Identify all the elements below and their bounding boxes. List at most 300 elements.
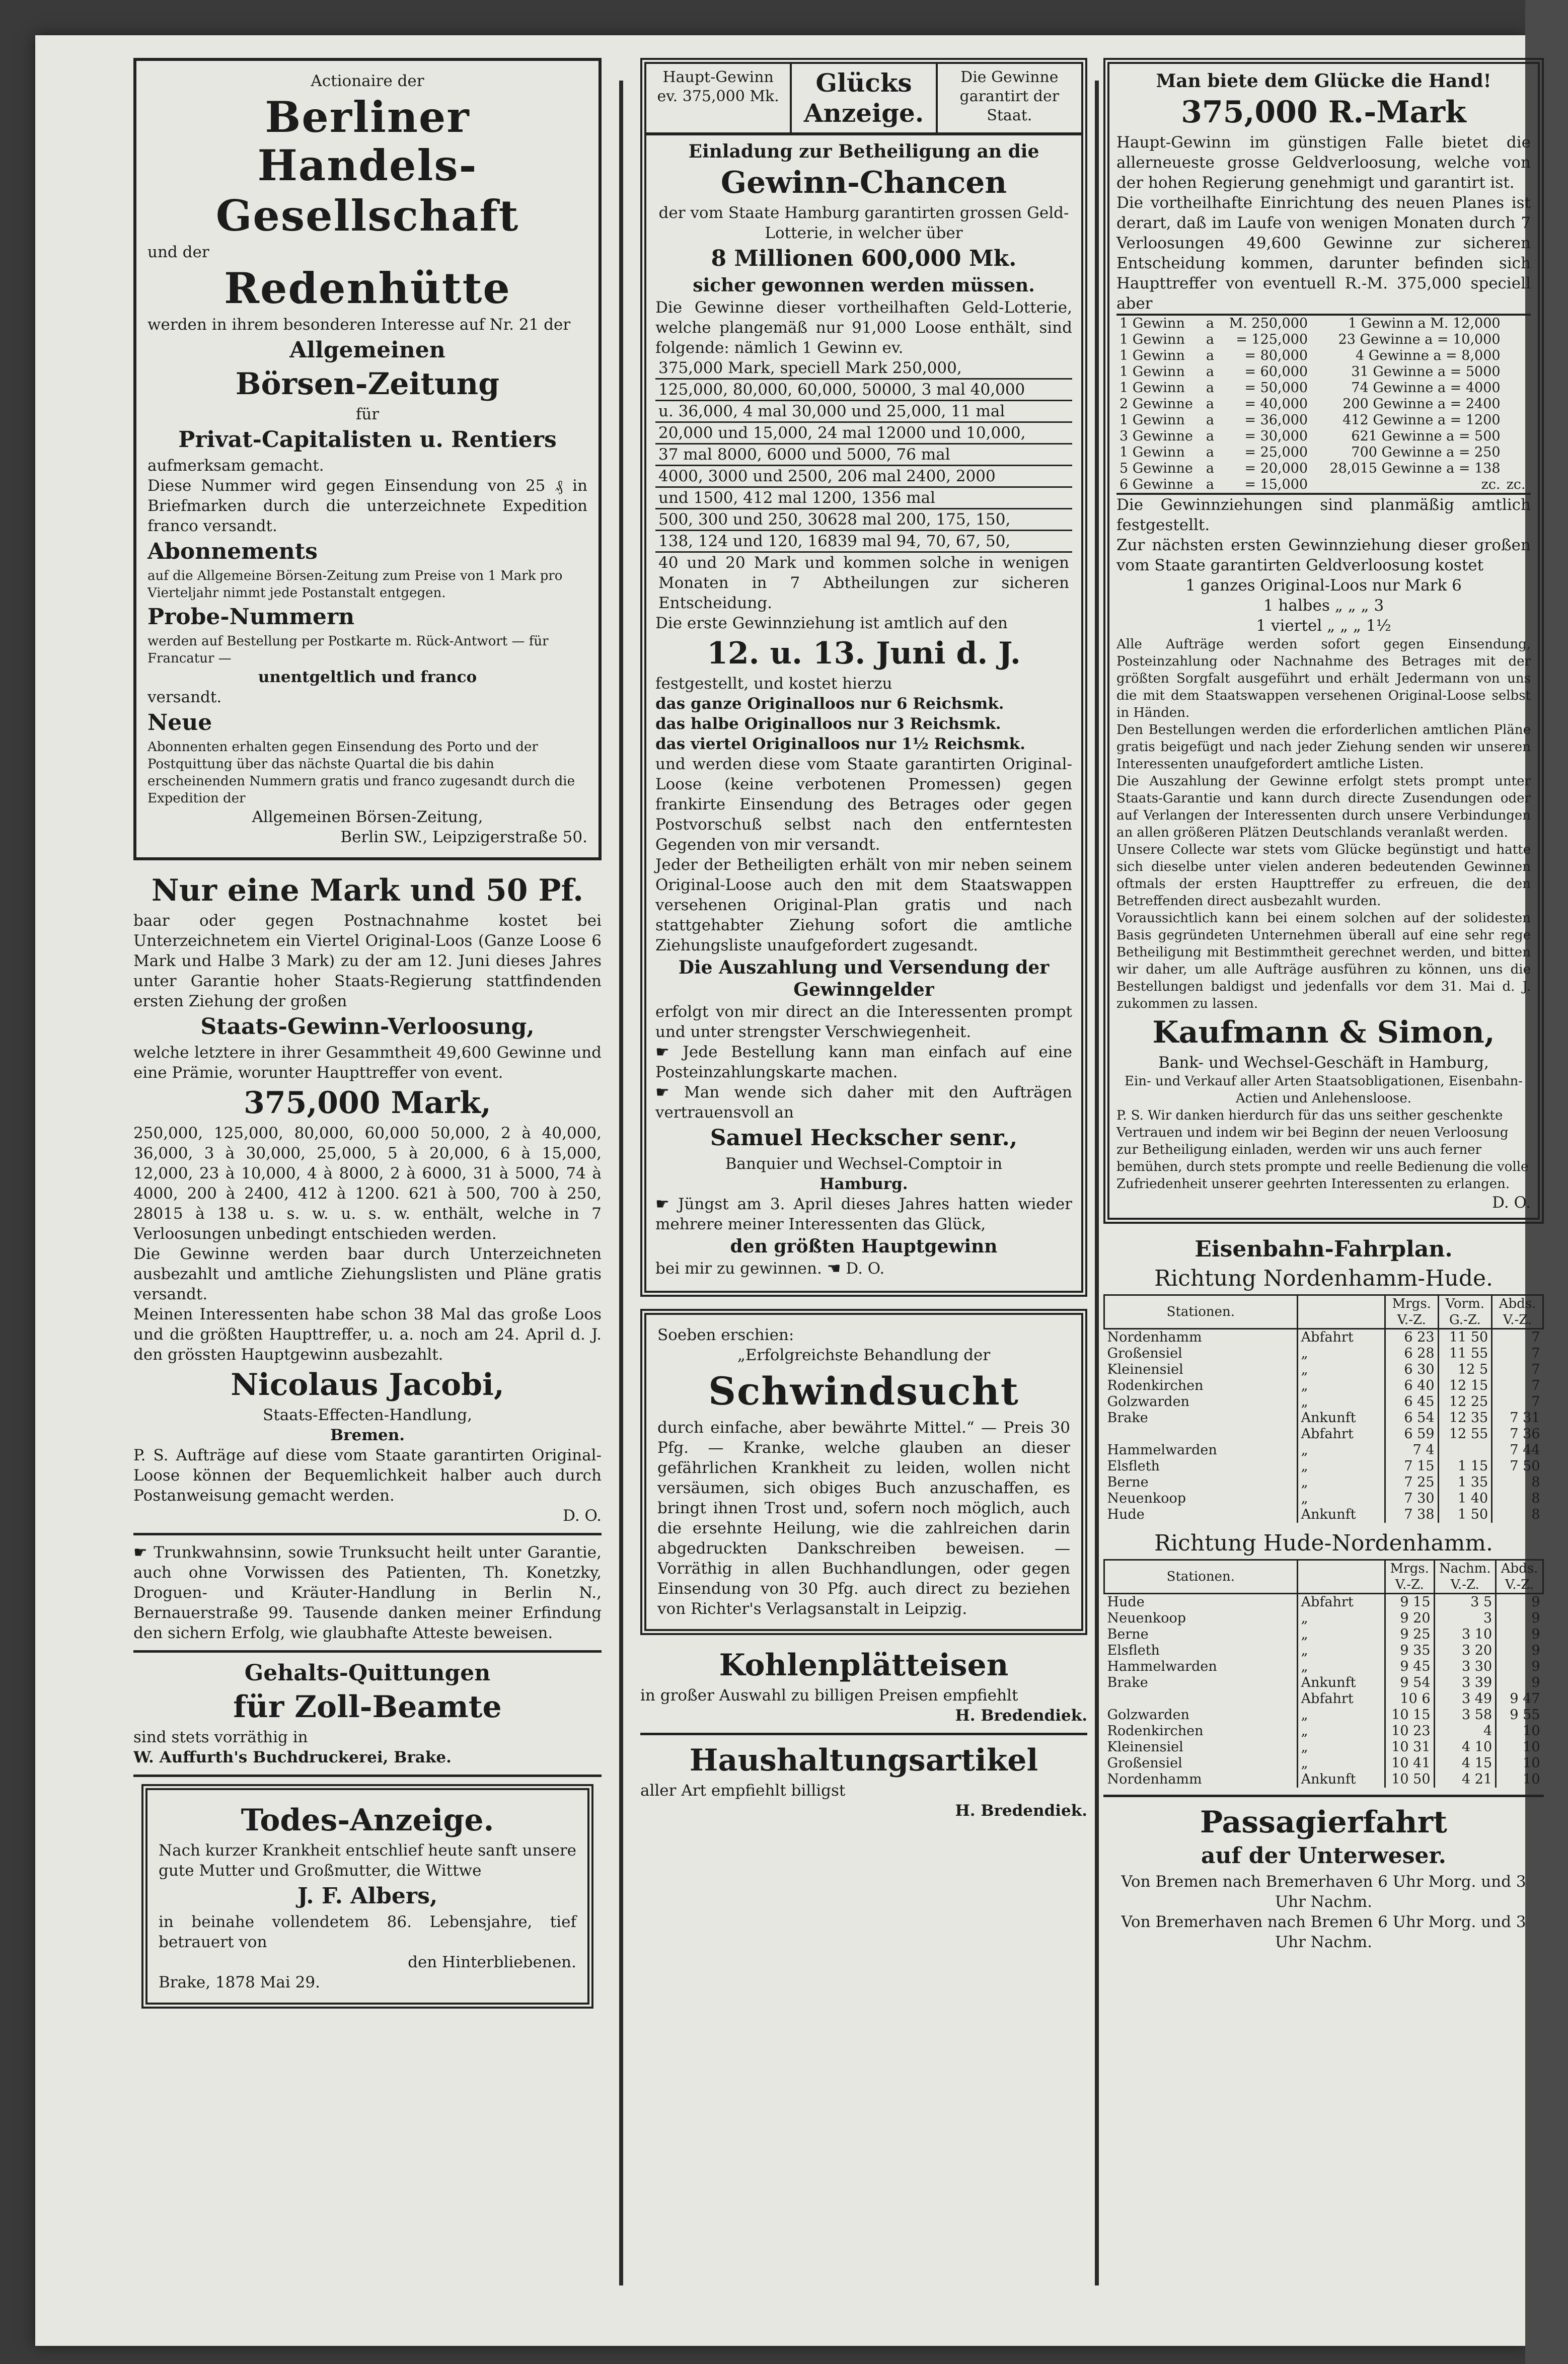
ad-heading: den größten Hauptgewinn xyxy=(730,1236,998,1257)
timetable-direction: Richtung Hude-Nordenhamm. xyxy=(1154,1530,1494,1556)
prize-cell: 31 Gewinne a = 5000 xyxy=(1351,364,1501,380)
station-name: Hude xyxy=(1104,1507,1298,1523)
timetable-header: Abds. V.-Z. xyxy=(1492,1295,1543,1329)
prize-line: und 1500, 412 mal 1200, 1356 mal xyxy=(655,487,1072,509)
price-line: 1 halbes „ „ „ 3 xyxy=(1263,597,1384,615)
prize-row xyxy=(1116,412,1531,428)
timetable-cell: „ xyxy=(1297,1627,1385,1643)
prize-cell: a xyxy=(1206,380,1215,396)
prize-cell: 2 Gewinne xyxy=(1119,396,1193,412)
prize-row xyxy=(1116,396,1531,412)
prize-cell: a xyxy=(1206,348,1215,363)
timetable-cell: Abfahrt xyxy=(1297,1426,1385,1442)
ad-passagierfahrt xyxy=(1103,1804,1544,1952)
timetable-cell: „ xyxy=(1297,1610,1385,1627)
ad-text: Diese Nummer wird gegen Einsendung von 25 ₰ in Briefmarken durch die unterzeichnete Expedition franco versandt. xyxy=(147,477,587,535)
ad-header-right: Die Gewinne garantirt der Staat. xyxy=(959,68,1060,124)
timetable-cell: 12 55 xyxy=(1438,1426,1492,1442)
prize-row xyxy=(1116,477,1531,494)
ad-text: den Hinterbliebenen. xyxy=(408,1953,576,1971)
prize-cell: = 50,000 xyxy=(1244,380,1308,396)
timetable-cell: „ xyxy=(1297,1659,1385,1675)
ad-gluecks-anzeige xyxy=(640,58,1087,1297)
timetable-cell: 7 30 xyxy=(1385,1491,1438,1507)
prize-cell: 1 Gewinn xyxy=(1119,412,1185,428)
ad-handelsgesellschaft xyxy=(133,58,602,860)
timetable-row xyxy=(1104,1329,1543,1346)
ad-text: und der xyxy=(147,243,209,261)
prize-cell: a xyxy=(1206,332,1215,347)
prize-line: 375,000 Mark, speciell Mark 250,000, xyxy=(655,358,1072,379)
ad-title: für Zoll-Beamte xyxy=(233,1689,502,1725)
timetable-cell: 7 xyxy=(1531,1378,1540,1393)
timetable-cell: 9 15 xyxy=(1385,1594,1434,1611)
ad-header-left: Haupt-Gewinn ev. 375,000 Mk. xyxy=(657,68,779,105)
timetable-cell: „ xyxy=(1297,1346,1385,1362)
ad-text: bei mir zu gewinnen. xyxy=(655,1260,822,1278)
separator xyxy=(1103,1795,1544,1797)
timetable-row xyxy=(1104,1458,1543,1474)
ad-title: Passagierfahrt xyxy=(1200,1805,1447,1840)
timetable-direction: Richtung Nordenhamm-Hude. xyxy=(1154,1266,1494,1291)
timetable-cell: 7 xyxy=(1531,1329,1540,1345)
timetable-cell: 1 15 xyxy=(1438,1458,1492,1474)
price-line: das halbe Originalloos nur 3 Reichsmk. xyxy=(655,715,1001,733)
ad-heading: Die Auszahlung und Versendung der Gewinngelder xyxy=(678,957,1050,1000)
ad-text: aufmerksam gemacht. xyxy=(147,457,324,475)
ad-heading: Gewinn-Chancen xyxy=(720,165,1007,200)
station-name xyxy=(1104,1691,1298,1707)
separator xyxy=(133,1533,602,1535)
timetable-nordenhamm-hude xyxy=(1103,1294,1544,1523)
station-name: Elsfleth xyxy=(1104,1643,1298,1659)
timetable-cell: 6 54 xyxy=(1385,1410,1438,1426)
ad-text: Jede Bestellung kann man einfach auf eine Posteinzahlungskarte machen. xyxy=(655,1043,1072,1081)
timetable-cell: 11 50 xyxy=(1438,1329,1492,1346)
ad-text: Unsere Collecte war stets vom Glücke begünstigt und hatte sich dieselbe unter vielen anderen bedeutenden Gewinnen oftmals der ersten Haupttreffer zu erfreuen, die den Betreffenden direct ausbezahlt wurden. xyxy=(1116,842,1531,909)
timetable-cell: Ankunft xyxy=(1297,1410,1385,1426)
timetable-header: Abds. V.-Z. xyxy=(1496,1560,1543,1594)
ad-signature: D. O. xyxy=(563,1507,602,1525)
ad-text: Von Bremen nach Bremerhaven 6 Uhr Morg. und 3 Uhr Nachm. xyxy=(1121,1873,1526,1911)
timetable-cell: 3 58 xyxy=(1434,1707,1496,1723)
ad-text: Zur nächsten ersten Gewinnziehung dieser großen vom Staate garantirten Geldverloosung kostet xyxy=(1116,536,1531,574)
station-name: Kleinensiel xyxy=(1104,1739,1298,1755)
timetable-cell: 7 xyxy=(1531,1394,1540,1410)
timetable-cell: 10 15 xyxy=(1385,1707,1434,1723)
prize-row xyxy=(1116,364,1531,380)
ad-title: Todes-Anzeige. xyxy=(241,1803,494,1838)
ad-schwindsucht xyxy=(640,1309,1087,1635)
timetable-cell: Ankunft xyxy=(1297,1771,1385,1788)
prize-cell: 28,015 Gewinne a = 138 xyxy=(1329,461,1501,476)
ad-text: „Erfolgreichste Behandlung der xyxy=(737,1346,991,1364)
timetable-cell: 10 50 xyxy=(1385,1771,1434,1788)
pointing-hand-icon: ☛ xyxy=(655,1195,678,1213)
ad-text xyxy=(655,1042,1072,1082)
timetable-row xyxy=(1104,1474,1543,1491)
timetable-cell: 6 30 xyxy=(1385,1362,1438,1378)
column-right xyxy=(1103,58,1544,1952)
timetable-cell: „ xyxy=(1297,1474,1385,1491)
prize-line: 125,000, 80,000, 60,000, 50000, 3 mal 40,000 xyxy=(655,379,1072,401)
prize-cell: a xyxy=(1206,396,1215,412)
ad-text: Die erste Gewinnziehung ist amtlich auf den xyxy=(655,614,1008,632)
prize-cell: 74 Gewinne a = 4000 xyxy=(1351,380,1501,396)
ad-name: Kaufmann & Simon, xyxy=(1152,1015,1495,1050)
ad-heading: Man biete dem Glücke die Hand! xyxy=(1156,70,1491,92)
ad-title: Berliner Handels- xyxy=(257,92,478,190)
ad-text: welche letztere in ihrer Gesammtheit 49,600 Gewinne und eine Prämie, worunter Haupttreffer von event. xyxy=(133,1044,602,1082)
timetable-header: Nachm. V.-Z. xyxy=(1434,1560,1496,1594)
prize-cell: 200 Gewinne a = 2400 xyxy=(1342,396,1501,412)
ad-text xyxy=(133,1542,602,1643)
ad-heading: Abonnements xyxy=(147,539,318,564)
prize-cell: a xyxy=(1206,316,1215,331)
timetable-cell: „ xyxy=(1297,1378,1385,1394)
ad-text: Staats-Effecten-Handlung, xyxy=(263,1406,472,1424)
prize-table xyxy=(1116,314,1531,495)
prize-cell: 4 Gewinne a = 8,000 xyxy=(1355,348,1501,363)
timetable-cell: 10 23 xyxy=(1385,1723,1434,1739)
ad-text: Jeder der Betheiligten erhält von mir neben seinem Original-Loose auch den mit dem Staatswappen versehenen Original-Plan gratis und nach stattgehabter Ziehung sofort die amtliche Ziehungsliste unaufgefordert zugesandt. xyxy=(655,856,1072,954)
ad-text: W. Auffurth's Buchdruckerei, Brake. xyxy=(133,1748,452,1766)
timetable-cell: 9 47 xyxy=(1510,1691,1540,1707)
timetable-cell: 6 40 xyxy=(1385,1378,1438,1394)
ad-text: Jüngst am 3. April dieses Jahres hatten wieder mehrere meiner Interessenten das Glück, xyxy=(655,1195,1072,1233)
prize-cell: = 25,000 xyxy=(1244,445,1308,460)
ad-header-title: Glücks Anzeige. xyxy=(790,64,937,132)
station-name: Golzwarden xyxy=(1104,1707,1298,1723)
timetable-header xyxy=(1297,1560,1385,1594)
ad-heading: Einladung zur Betheiligung an die xyxy=(688,141,1039,162)
prize-cell: zc. xyxy=(1506,477,1526,492)
ad-body xyxy=(646,135,1081,1283)
price-line: 1 ganzes Original-Loos nur Mark 6 xyxy=(1185,576,1462,595)
ad-text: der vom Staate Hamburg garantirten grossen Geld-Lotterie, in welcher über xyxy=(658,204,1069,242)
ad-heading: Privat-Capitalisten u. Rentiers xyxy=(178,427,557,453)
ad-text: Nach kurzer Krankheit entschlief heute sanft unsere gute Mutter und Großmutter, die Wittwe xyxy=(159,1841,576,1880)
ad-text: Abonnenten erhalten gegen Einsendung des Porto und der Postquittung über das nächste Quartal die bis dahin erscheinenden Nummern gratis und franco zugesandt durch die Expedition der xyxy=(147,740,575,806)
timetable-row xyxy=(1104,1691,1543,1707)
ad-text: werden auf Bestellung per Postkarte m. Rück-Antwort — für Francatur — xyxy=(147,634,549,666)
ad-intro: Actionaire der xyxy=(311,72,424,90)
station-name: Hammelwarden xyxy=(1104,1442,1298,1458)
prize-cell: 412 Gewinne a = 1200 xyxy=(1342,412,1501,428)
ad-title: Haushaltungsartikel xyxy=(689,1743,1038,1778)
separator xyxy=(640,1733,1087,1735)
timetable-cell: 9 35 xyxy=(1385,1643,1434,1659)
ad-emphasis: unentgeltlich und franco xyxy=(258,668,477,686)
timetable-cell: 10 6 xyxy=(1385,1691,1434,1707)
ad-text: aller Art empfiehlt billigst xyxy=(640,1782,846,1800)
ad-title: Gesellschaft xyxy=(215,191,519,241)
ad-heading: sicher gewonnen werden müssen. xyxy=(693,275,1035,296)
prize-cell: = 40,000 xyxy=(1244,396,1308,412)
ad-text: werden in ihrem besonderen Interesse auf Nr. 21 der xyxy=(147,316,571,334)
price-line: das viertel Originalloos nur 1½ Reichsmk. xyxy=(655,735,1025,753)
timetable-cell: „ xyxy=(1297,1442,1385,1458)
timetable-hude-nordenhamm xyxy=(1103,1559,1544,1788)
prize-cell: = 36,000 xyxy=(1244,412,1308,428)
ad-text: Die Gewinne werden baar durch Unterzeichneten ausbezahlt und amtliche Ziehungslisten und Pläne gratis versandt. xyxy=(133,1245,602,1303)
prize-cell: 1 Gewinn xyxy=(1119,316,1185,331)
ad-text: Haupt-Gewinn im günstigen Falle bietet die allerneueste grosse Geldverloosung, welche von der hohen Regierung genehmigt und garantirt ist. xyxy=(1116,133,1531,192)
prize-cell: = 15,000 xyxy=(1244,477,1308,492)
ad-text: Man wende sich daher mit den Aufträgen vertrauensvoll an xyxy=(655,1083,1072,1122)
ad-text: P. S. Wir danken hierdurch für das uns seither geschenkte Vertrauen und indem wir bei Beginn der neuen Verloosung zur Betheiligung einladen, werden wir uns auch ferner bemühen, durch stets prompte und reelle Bedienung die volle Zufriedenheit unserer geehrten Interessenten zu erlangen. xyxy=(1116,1108,1529,1192)
station-name: Brake xyxy=(1104,1675,1298,1691)
timetable-row xyxy=(1104,1771,1543,1788)
timetable-cell: „ xyxy=(1297,1755,1385,1771)
ad-text: Die Gewinnziehungen sind planmäßig amtlich festgestellt. xyxy=(1116,496,1531,534)
ad-text: 250,000, 125,000, 80,000, 60,000 50,000, 2 à 40,000, 36,000, 3 à 30,000, 25,000, 5 à 20,000, 6 à 15,000, 12,000, 23 à 10,000, 4 à 8000, 2 à 6000, 31 à 5000, 74 à 4000, 200 à 2400, 412 à 1200. 621 à 500, 700 à 250, 28015 à 138 u. s. w. u. s. w. enthält, welche in 7 Verloosungen unbedingt entschieden werden. xyxy=(133,1124,602,1243)
timetable-cell: 12 15 xyxy=(1438,1378,1492,1394)
timetable-cell: „ xyxy=(1297,1723,1385,1739)
ad-title: 375,000 R.-Mark xyxy=(1181,95,1466,130)
timetable-cell: 7 38 xyxy=(1385,1507,1438,1523)
timetable-row xyxy=(1104,1627,1543,1643)
ad-heading: Börsen-Zeitung xyxy=(235,366,500,402)
timetable-cell: Abfahrt xyxy=(1297,1329,1385,1346)
timetable-cell: 9 xyxy=(1531,1675,1540,1690)
ad-text: Meinen Interessenten habe schon 38 Mal das große Loos und die größten Haupttreffer, u. a. noch am 24. April d. J. den grössten Hauptgewinn ausbezahlt. xyxy=(133,1305,602,1364)
timetable-cell: 7 36 xyxy=(1510,1426,1540,1442)
timetable-cell xyxy=(1438,1442,1492,1458)
timetable-cell: 3 49 xyxy=(1434,1691,1496,1707)
ad-heading: auf der Unterweser. xyxy=(1201,1843,1446,1869)
prize-cell: = 60,000 xyxy=(1244,364,1308,380)
timetable-cell: 8 xyxy=(1531,1507,1540,1522)
station-name: Neuenkoop xyxy=(1104,1491,1298,1507)
timetable-row xyxy=(1104,1707,1543,1723)
ad-name: Nicolaus Jacobi, xyxy=(231,1367,504,1402)
timetable-cell: 9 xyxy=(1531,1594,1540,1610)
ad-title: Kohlenplätteisen xyxy=(719,1648,1009,1683)
timetable-cell: „ xyxy=(1297,1458,1385,1474)
ad-text: Allgemeinen Börsen-Zeitung, xyxy=(252,808,483,826)
prize-line: u. 36,000, 4 mal 30,000 und 25,000, 11 mal xyxy=(655,401,1072,422)
timetable-cell: 6 59 xyxy=(1385,1426,1438,1442)
ad-heading: Probe-Nummern xyxy=(147,604,355,630)
ad-heading: 8 Millionen 600,000 Mk. xyxy=(711,246,1017,271)
timetable-header xyxy=(1297,1295,1385,1329)
timetable-header: Stationen. xyxy=(1104,1560,1298,1594)
timetable-cell: 8 xyxy=(1531,1491,1540,1506)
timetable-cell: Ankunft xyxy=(1297,1507,1385,1523)
ad-title: Redenhütte xyxy=(224,263,511,313)
station-name: Berne xyxy=(1104,1474,1298,1491)
prize-cell: 5 Gewinne xyxy=(1119,461,1193,476)
ad-title: Schwindsucht xyxy=(708,1369,1019,1414)
timetable-row xyxy=(1104,1594,1543,1611)
timetable-cell: 7 xyxy=(1531,1346,1540,1361)
prize-line: 4000, 3000 und 2500, 206 mal 2400, 2000 xyxy=(655,466,1072,487)
ad-text: Ein- und Verkauf aller Arten Staatsobligationen, Eisenbahn-Actien und Anlehensloose. xyxy=(1125,1074,1523,1106)
timetable-cell: Ankunft xyxy=(1297,1675,1385,1691)
timetable-cell: 12 35 xyxy=(1438,1410,1492,1426)
timetable-title: Eisenbahn-Fahrplan. xyxy=(1194,1236,1453,1262)
ad-text: erfolgt von mir direct an die Interessenten prompt und unter strengster Verschwiegenheit. xyxy=(655,1003,1072,1041)
prize-row xyxy=(1116,348,1531,364)
column-left xyxy=(133,58,602,2014)
timetable-cell: 6 28 xyxy=(1385,1346,1438,1362)
timetable-cell: 10 xyxy=(1523,1755,1540,1771)
station-name: Neuenkoop xyxy=(1104,1610,1298,1627)
ad-haushaltungsartikel xyxy=(640,1742,1087,1821)
ad-name: Samuel Heckscher senr., xyxy=(710,1125,1018,1151)
prize-list xyxy=(655,358,1072,613)
prize-cell: a xyxy=(1206,364,1215,380)
prize-cell: a xyxy=(1206,477,1215,492)
column-rule xyxy=(619,81,623,2285)
prize-cell: 1 Gewinn xyxy=(1119,364,1185,380)
prize-cell: = 80,000 xyxy=(1244,348,1308,363)
timetable-cell: „ xyxy=(1297,1491,1385,1507)
timetable-cell: 10 xyxy=(1523,1771,1540,1787)
ad-text: Trunkwahnsinn, sowie Trunksucht heilt unter Garantie, auch ohne Vorwissen des Patienten, Th. Konetzky, Droguen- und Kräuter-Handlung in Berlin N., Bernauerstraße 99. Tausende danken meiner Erfindung den sichern Erfolg, wie glaubhafte Atteste beweisen. xyxy=(133,1543,602,1642)
separator xyxy=(133,1775,602,1777)
prize-cell: = 30,000 xyxy=(1244,428,1308,444)
prize-cell: M. 250,000 xyxy=(1229,316,1308,331)
ad-text: auf die Allgemeine Börsen-Zeitung zum Preise von 1 Mark pro Vierteljahr nimmt jede Postanstalt entgegen. xyxy=(147,568,563,601)
prize-cell: 1 Gewinn xyxy=(1119,332,1185,347)
prize-row xyxy=(1116,315,1531,332)
timetable-cell: 9 55 xyxy=(1510,1707,1540,1723)
timetable-cell: 7 44 xyxy=(1510,1442,1540,1458)
prize-cell: 621 Gewinne a = 500 xyxy=(1351,428,1501,444)
ad-header xyxy=(646,64,1081,135)
timetable-cell: 9 25 xyxy=(1385,1627,1434,1643)
prize-line: 37 mal 8000, 6000 und 5000, 76 mal xyxy=(655,444,1072,466)
timetable-cell: 12 25 xyxy=(1438,1394,1492,1410)
station-name: Rodenkirchen xyxy=(1104,1723,1298,1739)
timetable-cell: 9 54 xyxy=(1385,1675,1434,1691)
prize-cell: = 125,000 xyxy=(1236,332,1308,347)
ad-signature: H. Bredendiek. xyxy=(955,1707,1087,1725)
ad-signature: H. Bredendiek. xyxy=(955,1802,1087,1820)
timetable-cell: 3 30 xyxy=(1434,1659,1496,1675)
timetable-row xyxy=(1104,1491,1543,1507)
timetable-cell: 7 xyxy=(1531,1362,1540,1377)
ad-heading: Staats-Gewinn-Verloosung, xyxy=(200,1014,535,1040)
prize-cell: 6 Gewinne xyxy=(1119,477,1193,492)
prize-row xyxy=(1116,461,1531,477)
timetable-cell: 1 35 xyxy=(1438,1474,1492,1491)
timetable-cell: „ xyxy=(1297,1394,1385,1410)
timetable-header: Vorm. G.-Z. xyxy=(1438,1295,1492,1329)
ad-text xyxy=(655,1082,1072,1123)
prize-cell: a xyxy=(1206,461,1215,476)
pointing-hand-icon: ☛ xyxy=(133,1543,154,1562)
timetable-cell: 10 41 xyxy=(1385,1755,1434,1771)
ad-text: baar oder gegen Postnachnahme kostet bei Unterzeichnetem ein Viertel Original-Loos (Ganze Loose 6 Mark und Halbe 3 Mark) zu der am 12. Juni dieses Jahres unter Garantie hoher Staats-Regierung stattfindenden ersten Ziehung der großen xyxy=(133,912,602,1010)
price-line: 1 viertel „ „ „ 1½ xyxy=(1256,617,1391,635)
prize-row xyxy=(1116,445,1531,461)
prize-cell: 3 Gewinne xyxy=(1119,428,1193,444)
station-name: Großensiel xyxy=(1104,1346,1298,1362)
timetable-row xyxy=(1104,1739,1543,1755)
timetable-row xyxy=(1104,1643,1543,1659)
ad-text: Die Gewinne dieser vortheilhaften Geld-Lotterie, welche plangemäß nur 91,000 Loose enthält, sind folgende: nämlich 1 Gewinn ev. xyxy=(655,299,1072,357)
ad-title: Gehalts-Quittungen xyxy=(244,1660,491,1686)
timetable-cell: 6 45 xyxy=(1385,1394,1438,1410)
ad-text: Von Bremerhaven nach Bremen 6 Uhr Morg. und 3 Uhr Nachm. xyxy=(1121,1913,1526,1951)
ad-trunksucht xyxy=(133,1542,602,1643)
timetable-row xyxy=(1104,1755,1543,1771)
timetable-cell: Abfahrt xyxy=(1297,1691,1385,1707)
prize-cell: 1 Gewinn xyxy=(1119,348,1185,363)
ad-text: Die Auszahlung der Gewinne erfolgt stets prompt unter Staats-Garantie und kann durch directe Zusendungen oder auf Verlangen der Interessenten durch unsere Verbindungen an allen größeren Plätzen Deutschlands veranlaßt werden. xyxy=(1116,774,1531,840)
ad-text: in großer Auswahl zu billigen Preisen empfiehlt xyxy=(640,1686,1018,1705)
pointing-hand-icon: ☛ xyxy=(655,1043,683,1061)
timetable-row xyxy=(1104,1675,1543,1691)
column-rule xyxy=(1095,81,1099,2285)
timetable-cell: 7 31 xyxy=(1510,1410,1540,1426)
pointing-hand-icon: ☛ xyxy=(655,1083,685,1101)
ad-text: versandt. xyxy=(147,688,222,706)
ad-text: Bremen. xyxy=(330,1426,405,1444)
ad-heading: 375,000 Mark, xyxy=(244,1085,491,1121)
ad-kaufmann-simon xyxy=(1103,58,1544,1224)
ad-gehalt xyxy=(133,1660,602,1767)
prize-cell: a xyxy=(1206,445,1215,460)
ad-text: Voraussichtlich kann bei einem solchen auf der solidesten Basis gegründeten Unternehmen überall auf eine sehr rege Betheiligung mit Bestimmtheit gerechnet werden, und bitten wir daher, um alle Aufträge ausführen zu können, uns die Bestellungen baldigst und jedenfalls vor dem 31. Mai d. J. zukommen zu lassen. xyxy=(1116,911,1531,1011)
ad-heading: Neue xyxy=(147,710,212,735)
station-name: Nordenhamm xyxy=(1104,1771,1298,1788)
ad-signature: D. O. xyxy=(1492,1194,1531,1212)
ad-name: J. F. Albers, xyxy=(297,1883,438,1909)
ad-eine-mark xyxy=(133,872,602,1526)
timetable-cell: „ xyxy=(1297,1739,1385,1755)
station-name: Berne xyxy=(1104,1627,1298,1643)
timetable-row xyxy=(1104,1362,1543,1378)
station-name xyxy=(1104,1426,1298,1442)
timetable-cell: „ xyxy=(1297,1643,1385,1659)
ad-date: Brake, 1878 Mai 29. xyxy=(159,1973,320,1991)
timetable-cell: 4 xyxy=(1434,1723,1496,1739)
ad-text xyxy=(655,1194,1072,1234)
timetable-row xyxy=(1104,1378,1543,1394)
timetable-row xyxy=(1104,1659,1543,1675)
timetable-header: Stationen. xyxy=(1104,1295,1298,1329)
ad-text: P. S. Aufträge auf diese vom Staate garantirten Original-Loose können der Bequemlichkeit halber auch durch Postanweisung gemacht werden. xyxy=(133,1446,602,1505)
timetable-row xyxy=(1104,1410,1543,1426)
timetable-cell: 4 10 xyxy=(1434,1739,1496,1755)
timetable-cell: 6 23 xyxy=(1385,1329,1438,1346)
ad-signature: D. O. xyxy=(846,1260,885,1278)
station-name: Rodenkirchen xyxy=(1104,1378,1298,1394)
prize-cell: a xyxy=(1206,412,1215,428)
timetable-cell: 10 xyxy=(1523,1739,1540,1755)
timetable-row xyxy=(1104,1442,1543,1458)
timetable-cell: 7 15 xyxy=(1385,1458,1438,1474)
railway-timetable xyxy=(1103,1236,1544,1788)
ad-title: Nur eine Mark und 50 Pf. xyxy=(151,873,584,908)
station-name: Nordenhamm xyxy=(1104,1329,1298,1346)
station-name: Golzwarden xyxy=(1104,1394,1298,1410)
timetable-header: Mrgs. V.-Z. xyxy=(1385,1560,1434,1594)
station-name: Hude xyxy=(1104,1594,1298,1611)
timetable-header: Mrgs. V.-Z. xyxy=(1385,1295,1438,1329)
prize-line: 500, 300 und 250, 30628 mal 200, 175, 150, xyxy=(655,509,1072,531)
ad-text: Hamburg. xyxy=(819,1175,908,1193)
price-line: das ganze Originalloos nur 6 Reichsmk. xyxy=(655,695,1004,713)
timetable-cell: 9 xyxy=(1531,1659,1540,1674)
prize-row xyxy=(1116,332,1531,348)
timetable-cell: 4 15 xyxy=(1434,1755,1496,1771)
ad-text: Soeben erschien: xyxy=(657,1326,794,1344)
